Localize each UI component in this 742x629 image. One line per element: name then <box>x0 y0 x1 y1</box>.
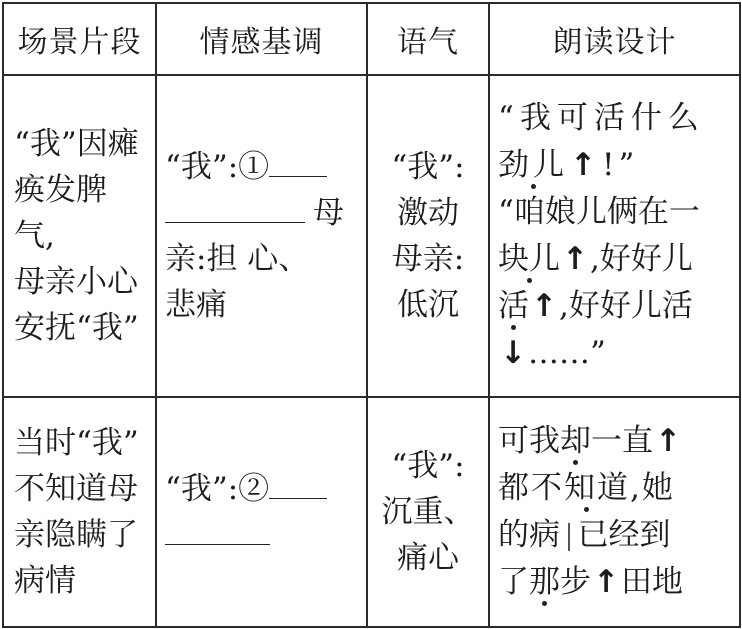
emotion-line <box>165 466 358 512</box>
tone-cell <box>367 397 489 627</box>
tone-line: 激动 <box>397 195 459 231</box>
stressed-text: 了那步 <box>498 564 591 600</box>
pause-bar-icon <box>568 523 570 551</box>
design-line <box>498 189 731 236</box>
tone-line: 痛心 <box>397 540 459 576</box>
design-line <box>498 330 731 377</box>
scene-line: 病情 <box>14 563 76 599</box>
design-line <box>498 142 731 189</box>
scene-line: “我”因瘫 <box>14 126 139 162</box>
emotion-line: 悲痛 <box>165 287 227 323</box>
answer-blank-2b <box>165 514 270 545</box>
scene-cell <box>3 397 156 627</box>
falling-arrow-icon: ↓ <box>500 335 526 371</box>
header-row <box>3 3 740 75</box>
design-text: “咱娘儿俩在一 <box>498 194 700 230</box>
scene-line: 不知道母 <box>14 471 138 507</box>
tone-line: “我”: <box>391 149 465 185</box>
design-text: ,好好儿活 <box>558 288 693 324</box>
answer-blank-1b <box>165 192 305 223</box>
design-text: 田地 <box>620 564 683 600</box>
design-line <box>498 95 731 142</box>
design-line <box>498 512 731 559</box>
emotion-line <box>165 190 358 236</box>
header-scene: 场景片段 <box>3 3 156 75</box>
header-emotion: 情感基调 <box>156 3 367 75</box>
stressed-text: 可我却一直 <box>498 423 653 459</box>
design-text: 的病 <box>498 517 560 553</box>
table-row <box>3 75 740 397</box>
tone-line: 母亲: <box>391 241 465 277</box>
emotion-text: “我”:② <box>165 471 270 507</box>
tone-cell <box>367 75 489 397</box>
design-text: 已经到 <box>577 517 671 553</box>
design-line <box>498 418 731 465</box>
emotion-line <box>165 144 358 190</box>
stressed-text: 都不知道,她 <box>498 470 675 506</box>
design-line <box>498 559 731 606</box>
stressed-text: 块儿 <box>498 241 560 277</box>
design-line <box>498 236 731 283</box>
rising-arrow-icon: ↑ <box>570 147 600 183</box>
emotion-line <box>165 512 358 558</box>
table-row <box>3 397 740 627</box>
design-line <box>498 465 731 512</box>
design-text: ,好好儿 <box>589 241 693 277</box>
design-text: ……” <box>527 335 606 371</box>
reading-design-table <box>2 2 741 628</box>
stressed-text: 劲儿 <box>498 147 568 183</box>
tone-line: “我”: <box>391 448 465 484</box>
emotion-line: 亲:担 心、 <box>165 241 310 277</box>
emotion-text: 母 <box>313 195 344 231</box>
scene-line: 亲隐瞒了 <box>14 517 138 553</box>
design-line <box>498 283 731 330</box>
tone-line: 沉重、 <box>381 494 475 530</box>
design-text: “我可活什么 <box>498 100 705 136</box>
design-text: !” <box>601 147 639 183</box>
scene-cell <box>3 75 156 397</box>
scene-line: 当时“我” <box>14 425 139 461</box>
answer-blank-1a <box>269 146 327 177</box>
scene-line: 母亲小心 <box>14 264 138 300</box>
stressed-text: 活 <box>498 288 529 324</box>
emotion-cell <box>156 397 367 627</box>
rising-arrow-icon: ↑ <box>562 241 588 277</box>
reading-design-cell <box>489 75 740 397</box>
rising-arrow-icon: ↑ <box>655 423 681 459</box>
header-reading-design: 朗读设计 <box>489 3 740 75</box>
answer-blank-2a <box>269 468 327 499</box>
reading-design-cell <box>489 397 740 627</box>
tone-line: 低沉 <box>397 287 459 323</box>
scene-line: 痪发脾气, <box>14 172 107 254</box>
emotion-cell <box>156 75 367 397</box>
rising-arrow-icon: ↑ <box>531 288 557 324</box>
emotion-text: “我”:① <box>165 149 270 185</box>
scene-line: 安抚“我” <box>14 310 139 346</box>
header-tone: 语气 <box>367 3 489 75</box>
rising-arrow-icon: ↑ <box>593 564 619 600</box>
